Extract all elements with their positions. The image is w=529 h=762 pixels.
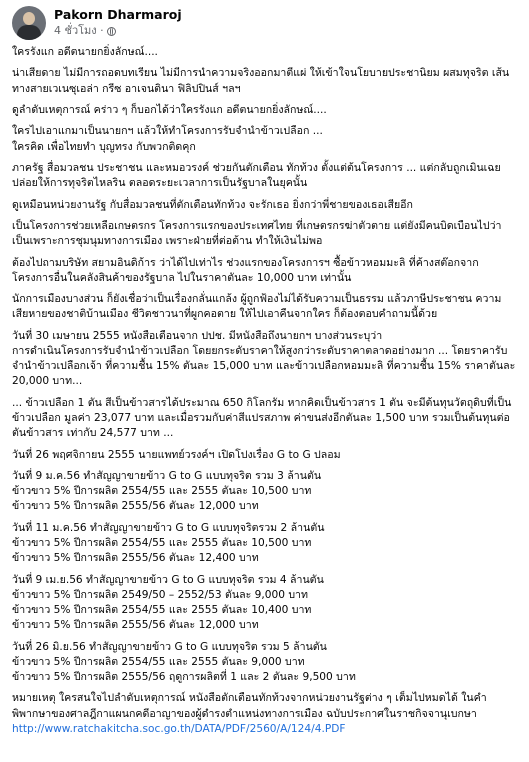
post-header: [12, 0, 517, 44]
post-paragraph: ใครรังแก อดีตนายกยิ่งลักษณ์....: [12, 46, 158, 58]
post-paragraph: นักการเมืองบางส่วน ก็ยังเชื่อว่าเป็นเรื่องกลั่นแกล้ง ผู้ถูกฟ้องไม่ได้รับความเป็นธรรม แล้วภาษีประชาชน ความเสียหายของชาติบ้านเมือง ชีวิตชาวนาที่ผูกคอตาย ให้ไปเอาคืนจากใคร ก็ต้องตอบคำถามนี้ด้วย: [12, 293, 502, 321]
post-paragraph: วันที่ 26 มิ.ย.56 ทำสัญญาขายข้าว G to G แบบทุจริต รวม 5 ล้านตัน ข้าวขาว 5% ปีการผลิต 2554/55 และ 2555 ตันละ 9,000 บาท ข้าวขาว 5% ปีการผลิต 2555/56 ฤดูการผลิตที่ 1 และ 2 ตันละ 9,500 บาท: [12, 640, 356, 683]
post-paragraph: ภาครัฐ สื่อมวลชน ประชาชน และหมอวรงค์ ช่วยกันตักเตือน ทักท้วง ตั้งแต่ต้นโครงการ ... แต่กลับถูกเมินเฉยปล่อยให้การทุจริตไหลริน ตลอดระยะเวลาการเป็นรัฐบาลในยุคนั้น: [12, 161, 501, 190]
globe-icon: [107, 27, 116, 36]
post-paragraph: วันที่ 9 เม.ย.56 ทำสัญญาขายข้าว G to G แบบทุจริต รวม 4 ล้านตัน ข้าวขาว 5% ปีการผลิต 2549/50 – 2552/53 ตันละ 9,000 บาท ข้าวขาว 5% ปีการผลิต 2554/55 และ 2555 ตันละ 10,400 บาท ข้าวขาว 5% ปีการผลิต 2555/56 ตันละ 12,000 บาท: [12, 573, 324, 632]
post-time: [54, 23, 182, 39]
avatar-head: [23, 12, 35, 25]
post-paragraph: วันที่ 30 เมษายน 2555 หนังสือเตือนจาก ปปช. มีหนังสือถึงนายกฯ บางส่วนระบุว่า การดำเนินโครงการรับจำนำข้าวเปลือก โดยยกระดับราคาให้สูงกว่าระดับราคาตลาดอย่างมาก ... โดยราคารับจำนำข้าวเปลือกเจ้า ที่ความชื้น 15% ตันละ 15,000 บาท และข้าวเปลือกหอมมะลิ ที่ความชื้น 15% ราคาตันละ 20,000 บาท...: [12, 329, 516, 388]
post-paragraph: วันที่ 11 ม.ค.56 ทำสัญญาขายข้าว G to G แบบทุจริตรวม 2 ล้านตัน ข้าวขาว 5% ปีการผลิต 2554/55 และ 2555 ตันละ 10,500 บาท ข้าวขาว 5% ปีการผลิต 2555/56 ตันละ 12,400 บาท: [12, 521, 325, 565]
post-paragraph: วันที่ 26 พฤศจิกายน 2555 นายแพทย์วรงค์ฯ เปิดโปงเรื่อง G to G ปลอม: [12, 448, 341, 461]
timestamp[interactable]: 4 ชั่วโมง ·: [54, 24, 104, 37]
source-link[interactable]: http://www.ratchakitcha.soc.go.th/DATA/PDF/2560/A/124/4.PDF: [12, 722, 346, 735]
post-paragraph: ... ข้าวเปลือก 1 ตัน สีเป็นข้าวสารได้ประมาณ 650 กิโลกรัม หากคิดเป็นข้าวสาร 1 ตัน จะมีต้นทุนวัตถุดิบที่เป็นข้าวเปลือก มูลค่า 23,077 บาท และเมื่อรวมกับค่าสีแปรสภาพ ค่าขนส่งอีกตันละ 1,500 บาท รวมเป็นต้นทุนต่อตันข้าวสาร เท่ากับ 24,577 บาท ...: [12, 396, 512, 440]
post-paragraph: ดูเหมือนหน่วยงานรัฐ กับสื่อมวลชนที่ตักเตือนทักท้วง จะรักเธอ ยิ่งกว่าพี่ชายของเธอเสียอีก: [12, 198, 413, 211]
post-paragraph: วันที่ 9 ม.ค.56 ทำสัญญาขายข้าว G to G แบบทุจริต รวม 3 ล้านตัน ข้าวขาว 5% ปีการผลิต 2554/55 และ 2555 ตันละ 10,500 บาท ข้าวขาว 5% ปีการผลิต 2555/56 ตันละ 12,000 บาท: [12, 469, 322, 513]
author-name[interactable]: Pakorn Dharmaroj: [54, 7, 182, 22]
post-paragraph: เป็นโครงการช่วยเหลือเกษตรกร โครงการแรกของประเทศไทย ที่เกษตรกรฆ่าตัวตาย แต่ยังมีคนบิดเบือนไปว่าเป็นเพราะการชุมนุมทางการเมือง เพราะฝ่ายที่ต่อต้าน ทำให้เงินไม่พอ: [12, 219, 502, 248]
post-meta: [54, 7, 182, 39]
post-paragraph: น่าเสียดาย ไม่มีการถอดบทเรียน ไม่มีการนำความจริงออกมาตีแผ่ ให้เข้าใจนโยบายประชานิยม ผสมทุจริต เส้นทางสายเวเนซุเอล่า กรีซ อาเจนตินา ฟิลิปปินส์ ฯลฯ: [12, 67, 510, 95]
post-paragraph: ต้องไปถามบริษัท สยามอินดิก้าร ว่าได้ไปเท่าไร ช่วงแรกของโครงการฯ ซื้อข้าวหอมมะลิ ที่ค้างสต๊อกจากโครงการอื่นในคลังสินค้าของรัฐบาล ไปในราคาตันละ 10,000 บาท เท่านั้น: [12, 256, 479, 284]
avatar[interactable]: [12, 6, 46, 40]
post-body: [12, 45, 517, 737]
avatar-body: [17, 25, 41, 40]
post-paragraph: ดูลำดับเหตุการณ์ คร่าว ๆ ก็บอกได้ว่าใครรังแก อดีตนายกยิ่งลักษณ์....: [12, 103, 327, 116]
post-paragraph: ใครไปเอาแกมาเป็นนายกฯ แล้วให้ทำโครงการรับจำนำข้าวเปลือก ... ใครคิด เพื่อไทยทำ บุญทรง กับพวกติดคุก: [12, 125, 323, 153]
post-paragraph: หมายเหตุ ใครสนใจไปลำดับเหตุการณ์ หนังสือตักเตือนทักท้วงจากหน่วยงานรัฐต่าง ๆ เต็มไปหมดได้ ในคำพิพากษาของศาลฎีกาแผนกคดีอาญาของผู้ดำรงตำแหน่งทางการเมือง ฉบับประกาศในราชกิจจานุเบกษา: [12, 692, 487, 720]
